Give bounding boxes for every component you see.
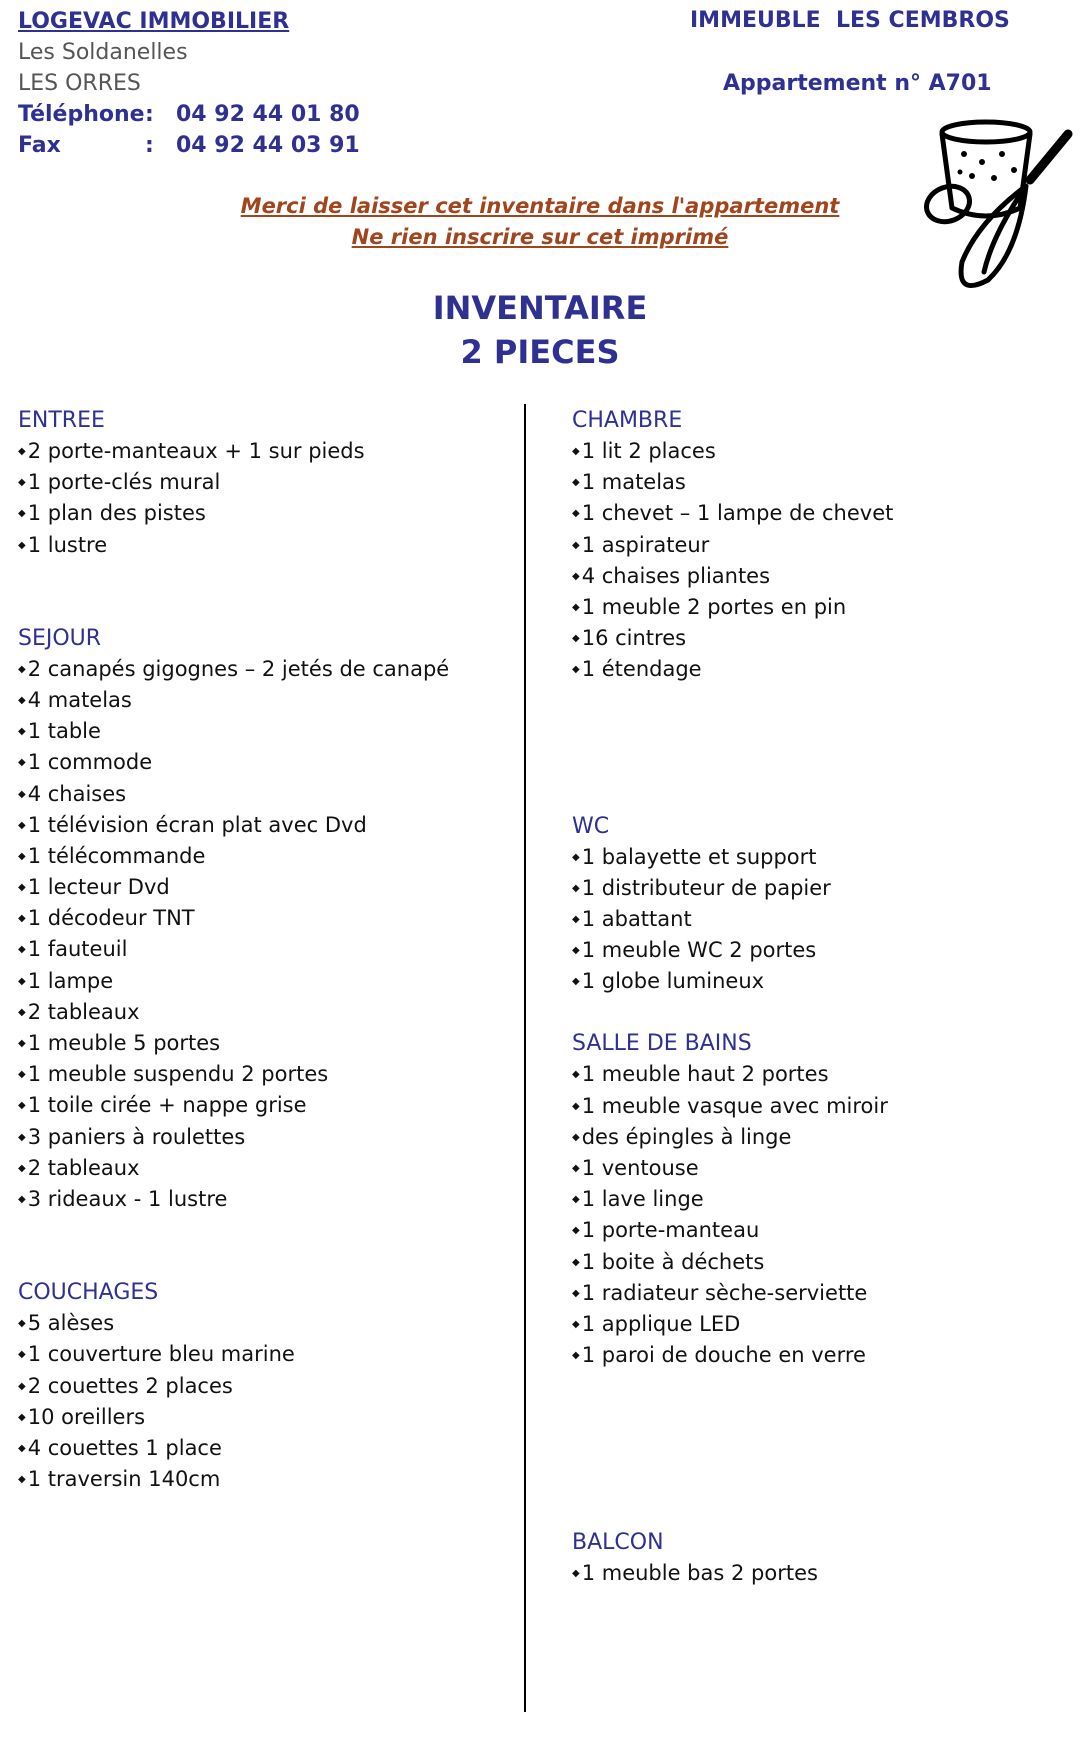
list-item: ◆ 1 globe lumineux [572, 966, 893, 997]
notice-line-2: Ne rien inscrire sur cet imprimé [351, 225, 729, 249]
list-item: ◆ 1 toile cirée + nappe grise [18, 1090, 449, 1121]
section-wc [572, 811, 893, 998]
list-item: ◆ 1 lustre [18, 530, 449, 561]
section-chambre [572, 405, 893, 686]
fax-colon: : [145, 133, 154, 158]
list-item: ◆ 1 paroi de douche en verre [572, 1340, 893, 1371]
list-item: ◆ 4 chaises pliantes [572, 561, 893, 592]
list-item: ◆ 1 plan des pistes [18, 498, 449, 529]
section-sejour [18, 623, 449, 1215]
list-item: ◆ 1 télécommande [18, 841, 449, 872]
list-item: ◆ 4 chaises [18, 779, 449, 810]
list-item: ◆ 1 commode [18, 747, 449, 778]
list-item: ◆ 1 meuble bas 2 portes [572, 1558, 893, 1589]
list-item: ◆ 1 meuble suspendu 2 portes [18, 1059, 449, 1090]
list-item: ◆ 2 tableaux [18, 1153, 449, 1184]
list-item: ◆ 1 meuble 5 portes [18, 1028, 449, 1059]
list-item: ◆ 1 lave linge [572, 1184, 893, 1215]
list-item: ◆ 2 couettes 2 places [18, 1371, 449, 1402]
list-item: ◆ 5 alèses [18, 1308, 449, 1339]
apartment-number: Appartement n° A701 [723, 71, 992, 96]
address-line-2: LES ORRES [18, 71, 141, 96]
fax-label: Fax [18, 133, 61, 158]
address-line-1: Les Soldanelles [18, 40, 188, 65]
section-couchages [18, 1277, 449, 1495]
list-item: ◆ 1 abattant [572, 904, 893, 935]
section-balcon [572, 1527, 893, 1589]
list-item: ◆ 4 matelas [18, 685, 449, 716]
list-item: ◆ 1 balayette et support [572, 842, 893, 873]
list-item: ◆ 1 lampe [18, 966, 449, 997]
right-column [572, 405, 893, 1590]
section-title: ENTREE [18, 408, 105, 433]
list-item: ◆ 2 tableaux [18, 997, 449, 1028]
list-item: ◆ 4 couettes 1 place [18, 1433, 449, 1464]
list-item: ◆ 1 meuble 2 portes en pin [572, 592, 893, 623]
company-name: LOGEVAC IMMOBILIER [18, 9, 290, 34]
list-item: ◆ 1 couverture bleu marine [18, 1339, 449, 1370]
list-item: ◆ 1 table [18, 716, 449, 747]
list-item: ◆ 10 oreillers [18, 1402, 449, 1433]
list-item: ◆ 1 applique LED [572, 1309, 893, 1340]
list-item: ◆ 1 meuble haut 2 portes [572, 1059, 893, 1090]
list-item: ◆ 1 porte-manteau [572, 1215, 893, 1246]
section-title: BALCON [572, 1530, 664, 1556]
list-item: ◆ 1 porte-clés mural [18, 467, 449, 498]
list-item: ◆ 3 paniers à roulettes [18, 1122, 449, 1153]
list-item: ◆ 1 chevet – 1 lampe de chevet [572, 498, 893, 529]
list-item: ◆ 1 meuble vasque avec miroir [572, 1091, 893, 1122]
list-item: ◆ 1 étendage [572, 654, 893, 685]
column-divider [524, 404, 526, 1712]
phone-label: Téléphone [18, 102, 145, 127]
list-item: ◆ 1 boite à déchets [572, 1247, 893, 1278]
section-salle-de-bains [572, 1028, 893, 1371]
building-name: IMMEUBLE LES CEMBROS [690, 8, 1010, 33]
section-entree [18, 405, 449, 561]
phone-number: 04 92 44 01 80 [176, 102, 360, 127]
list-item: ◆ 2 canapés gigognes – 2 jetés de canapé [18, 654, 449, 685]
list-item: ◆ 1 décodeur TNT [18, 903, 449, 934]
section-title: COUCHAGES [18, 1280, 159, 1306]
inventory-subtitle: 2 PIECES [460, 333, 620, 371]
list-item: ◆ 1 traversin 140cm [18, 1464, 449, 1495]
section-title: SALLE DE BAINS [572, 1031, 752, 1057]
section-title: SEJOUR [18, 625, 102, 651]
fax-number: 04 92 44 03 91 [176, 133, 360, 158]
list-item: ◆ des épingles à linge [572, 1122, 893, 1153]
phone-colon: : [145, 102, 154, 127]
list-item: ◆ 1 télévision écran plat avec Dvd [18, 810, 449, 841]
list-item: ◆ 1 matelas [572, 467, 893, 498]
notice-line-1: Merci de laisser cet inventaire dans l'appartement [240, 194, 840, 218]
list-item: ◆ 1 ventouse [572, 1153, 893, 1184]
list-item: ◆ 1 distributeur de papier [572, 873, 893, 904]
list-item: ◆ 1 lit 2 places [572, 436, 893, 467]
inventory-title: INVENTAIRE [432, 289, 648, 327]
list-item: ◆ 16 cintres [572, 623, 893, 654]
list-item: ◆ 3 rideaux - 1 lustre [18, 1184, 449, 1215]
list-item: ◆ 1 aspirateur [572, 530, 893, 561]
list-item: ◆ 1 fauteuil [18, 934, 449, 965]
section-title: CHAMBRE [572, 408, 683, 433]
list-item: ◆ 2 porte-manteaux + 1 sur pieds [18, 436, 449, 467]
section-title: WC [572, 813, 610, 839]
list-item: ◆ 1 meuble WC 2 portes [572, 935, 893, 966]
list-item: ◆ 1 lecteur Dvd [18, 872, 449, 903]
left-column [18, 405, 449, 1495]
list-item: ◆ 1 radiateur sèche-serviette [572, 1278, 893, 1309]
